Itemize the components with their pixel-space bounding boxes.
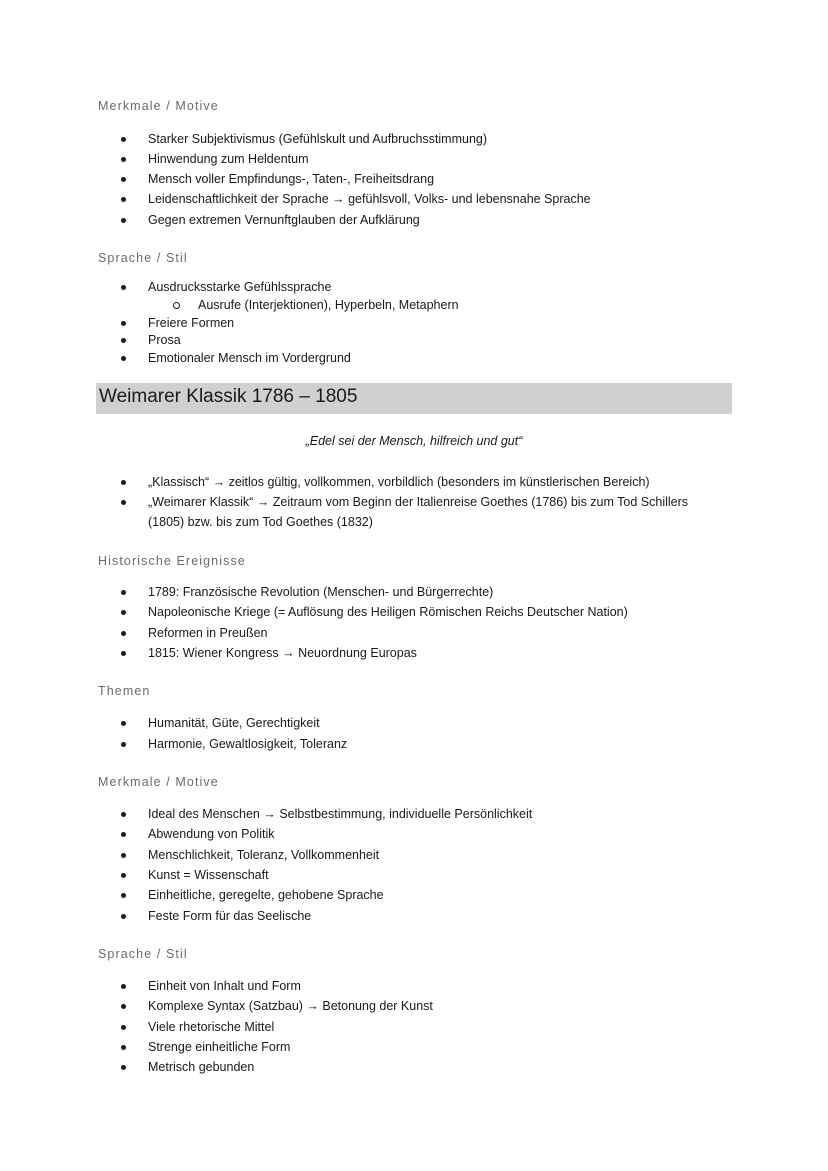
circle-bullet-icon xyxy=(173,302,180,309)
bullet-icon xyxy=(121,893,126,898)
bullet-icon xyxy=(121,1025,126,1030)
heading-merkmale-motive: Merkmale / Motive xyxy=(98,99,219,113)
bullet-icon xyxy=(121,1065,126,1070)
bullet-icon xyxy=(121,500,126,505)
bullet-icon xyxy=(121,631,126,636)
bullet-icon xyxy=(121,914,126,919)
bullet-icon xyxy=(121,832,126,837)
section-banner xyxy=(96,383,732,414)
motto-quote: „Edel sei der Mensch, hilfreich und gut“ xyxy=(305,434,523,448)
bullet-icon xyxy=(121,137,126,142)
document-page: Merkmale / Motive Starker Subjektivismus (Gefühlskult und Aufbruchsstimmung) Hinwendung zum Heldentum Mensch voller Empfindungs-, Taten-, Freiheitsdrang Leidenschaftlichkeit der Sprache → gefühlsvoll, Volks- und lebensnahe Sprache Gegen extremen Vernunftglauben der Aufklärung Sprache / Stil Ausdrucksstarke Gefühlssprache Ausrufe (Interjektionen), Hyperbeln, Metaphern Freiere Formen Prosa Emotionaler Mensch im Vordergrund Weimarer Klassik 1786 – 1805 „Edel sei der Mensch, hilfreich und gut“ „Klassisch“ → zeitlos gültig, vollkommen, vorbildlich (besonders im künstlerischen Bereich) „Weimarer Klassik“ → Zeitraum vom Beginn der Italienreise Goethes (1786) bis zum Tod Schillers (1805) bzw. bis zum Tod Goethes (1832) Historische Ereignisse 1789: Französische Revolution (Menschen- und Bürgerrechte) Napoleonische Kriege (= Auflösung des Heiligen Römischen Reichs Deutscher Nation) Reformen in Preußen 1815: Wiener Kongress → Neuordnung Europas Themen Humanität, Güte, Gerechtigkeit Harmonie, Gewaltlosigkeit, Toleranz Merkmale / Motive Ideal des Menschen → Selbstbestimmung, individuelle Persönlichkeit Abwendung von Politik Menschlichkeit, Toleranz, Vollkommenheit Kunst = Wissenschaft Einheitliche, geregelte, gehobene Sprache Feste Form für das Seelische Sprache / Stil Einheit von Inhalt und Form Komplexe Syntax (Satzbau) → Betonung der Kunst Viele rhetorische Mittel Strenge einheitliche Form Metrisch gebunden xyxy=(0,0,828,1171)
heading-sprache-stil-klassik: Sprache / Stil xyxy=(98,947,188,961)
heading-historische-ereignisse: Historische Ereignisse xyxy=(98,554,246,568)
bullet-icon xyxy=(121,321,126,326)
bullet-icon xyxy=(121,285,126,290)
bullet-icon xyxy=(121,218,126,223)
bullet-icon xyxy=(121,1045,126,1050)
heading-merkmale-motive-klassik: Merkmale / Motive xyxy=(98,775,219,789)
bullet-icon xyxy=(121,742,126,747)
bullet-icon xyxy=(121,356,126,361)
bullet-icon xyxy=(121,157,126,162)
bullet-icon xyxy=(121,1004,126,1009)
heading-sprache-stil: Sprache / Stil xyxy=(98,251,188,265)
bullet-icon xyxy=(121,721,126,726)
bullet-icon xyxy=(121,197,126,202)
bullet-icon xyxy=(121,651,126,656)
bullet-icon xyxy=(121,812,126,817)
bullet-icon xyxy=(121,338,126,343)
bullet-icon xyxy=(121,873,126,878)
bullet-icon xyxy=(121,853,126,858)
heading-themen: Themen xyxy=(98,684,151,698)
bullet-icon xyxy=(121,610,126,615)
bullet-icon xyxy=(121,177,126,182)
bullet-icon xyxy=(121,984,126,989)
bullet-icon xyxy=(121,480,126,485)
section-title: Weimarer Klassik 1786 – 1805 xyxy=(99,386,358,407)
bullet-icon xyxy=(121,590,126,595)
